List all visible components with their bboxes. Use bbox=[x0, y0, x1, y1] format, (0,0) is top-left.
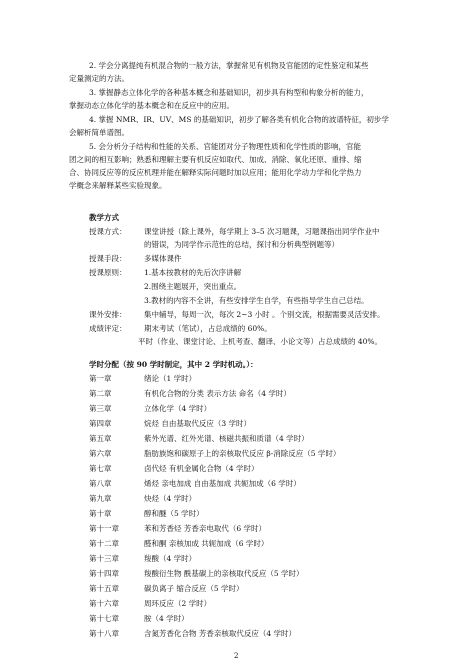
chapter-topic: 脂肪族饱和碳原子上的亲核取代反应 β-消除反应（5 学时） bbox=[144, 449, 341, 458]
chapter-no: 第一章 bbox=[89, 374, 112, 383]
chapter-topic: 醇和醚（5 学时） bbox=[144, 509, 204, 518]
chapter-no: 第四章 bbox=[89, 419, 112, 428]
chapter-topic: 含氮芳香化合物 芳香亲核取代反应（4 学时） bbox=[144, 629, 297, 638]
chapter-no: 第八章 bbox=[89, 479, 112, 488]
teaching-grade-line-2: 平时（作业、课堂讨论、上机考查、翻译、小论文等）占总成绩的 40%。 bbox=[138, 337, 383, 346]
chapter-topic: 碳负离子 缩合反应（5 学时） bbox=[144, 584, 244, 593]
chapter-no: 第十一章 bbox=[89, 524, 119, 533]
chapter-topic: 炔烃（4 学时） bbox=[144, 494, 197, 503]
chapter-no: 第十章 bbox=[89, 509, 112, 518]
teaching-heading: 教学方式 bbox=[89, 213, 119, 222]
chapter-no: 第十二章 bbox=[89, 539, 119, 548]
chapter-no: 第十五章 bbox=[89, 584, 119, 593]
chapter-topic: 羧酸（4 学时） bbox=[144, 554, 197, 563]
chapter-no: 第十六章 bbox=[89, 599, 119, 608]
objective-4-line-2: 会解析简单谱图。 bbox=[69, 128, 129, 137]
chapter-no: 第十七章 bbox=[89, 614, 119, 623]
teaching-grade-label: 成绩评定： bbox=[89, 324, 127, 333]
teaching-tool-label: 授课手段： bbox=[89, 254, 127, 263]
chapter-topic: 烷烃 自由基取代反应（3 学时） bbox=[144, 419, 252, 428]
chapter-no: 第九章 bbox=[89, 494, 112, 503]
chapter-topic: 羧酸衍生物 酰基碳上的亲核取代反应（5 学时） bbox=[144, 569, 304, 578]
chapter-topic: 烯烃 亲电加成 自由基加成 共轭加成（6 学时） bbox=[144, 479, 301, 488]
objective-5-line-1: 5. 会分析分子结构和性能的关系、官能团对分子物理性质和化学性质的影响，官能 bbox=[89, 142, 362, 151]
chapter-topic: 立体化学（4 学时） bbox=[144, 404, 212, 413]
teaching-principle-1: 1.基本按教材的先后次序讲解 bbox=[144, 268, 242, 277]
chapter-topic: 紫外光谱、红外光谱、核磁共振和质谱（4 学时） bbox=[144, 434, 309, 443]
chapter-no: 第七章 bbox=[89, 464, 112, 473]
teaching-form-line-2: 的错误，为同学作示范性的总结，探讨和分析典型例题等） bbox=[144, 240, 339, 249]
teaching-tutor: 集中辅导，每周一次，每次 2~3 小时 。个别交流，根据需要灵活安排。 bbox=[144, 310, 385, 319]
chapter-topic: 醛和酮 亲核加成 共轭加成（6 学时） bbox=[144, 539, 269, 548]
chapter-topic: 卤代烃 有机金属化合物（4 学时） bbox=[144, 464, 259, 473]
teaching-form-line-1: 课堂讲授（除上课外，每学期上 3–5 次习题课，习题课指出同学作业中 bbox=[144, 227, 380, 236]
objective-2-line-2: 定量测定的方法。 bbox=[69, 74, 129, 83]
chapter-topic: 胺（4 学时） bbox=[144, 614, 189, 623]
teaching-form-label: 授课方式： bbox=[89, 227, 127, 236]
page-number: 2 bbox=[234, 652, 239, 660]
teaching-principle-3: 3.教材的内容不全讲，有些安排学生自学，有些指导学生自己总结。 bbox=[144, 296, 369, 305]
chapter-topic: 苯和芳香烃 芳香亲电取代（6 学时） bbox=[144, 524, 267, 533]
chapter-no: 第六章 bbox=[89, 449, 112, 458]
chapter-no: 第二章 bbox=[89, 389, 112, 398]
chapter-no: 第十八章 bbox=[89, 629, 119, 638]
objective-4-line-1: 4. 掌握 NMR、IR、UV、MS 的基础知识，初步了解各类有机化合物的波谱特征，初步学 bbox=[89, 115, 389, 124]
teaching-principle-2: 2.围绕主题展开，突出重点。 bbox=[144, 282, 242, 291]
chapter-topic: 周环反应（2 学时） bbox=[144, 599, 212, 608]
teaching-grade-line-1: 期末考试（笔试），占总成绩的 60%。 bbox=[144, 324, 272, 333]
chapter-no: 第十三章 bbox=[89, 554, 119, 563]
teaching-principle-label: 授课原则： bbox=[89, 268, 127, 277]
teaching-tool: 多媒体课件 bbox=[144, 254, 182, 263]
hours-heading: 学时分配（按 90 学时制定，其中 2 学时机动。）： bbox=[89, 360, 258, 369]
chapter-topic: 有机化合物的分类 表示方法 命名（4 学时） bbox=[144, 389, 291, 398]
chapter-no: 第三章 bbox=[89, 404, 112, 413]
objective-5-line-3: 合、协同反应等的反应机理并能在解释实际问题时加以应用；能用化学动力学和化学热力 bbox=[69, 168, 362, 177]
chapter-no: 第五章 bbox=[89, 434, 112, 443]
teaching-tutor-label: 课外安排： bbox=[89, 310, 127, 319]
objective-5-line-2: 团之间的相互影响；熟悉和理解主要有机反应如取代、加成、消除、氧化还原、重排、缩 bbox=[69, 155, 362, 164]
objective-3-line-1: 3. 掌握静态立体化学的各种基本概念和基础知识，初步具有构型和构象分析的能力， bbox=[89, 88, 369, 97]
chapter-topic: 绪论（1 学时） bbox=[144, 374, 197, 383]
objective-2-line-1: 2. 学会分离提纯有机混合物的一般方法，掌握常见有机物及官能团的定性鉴定和某些 bbox=[89, 61, 369, 70]
objective-5-line-4: 学概念来解释某些实验现象。 bbox=[69, 181, 167, 190]
chapter-no: 第十四章 bbox=[89, 569, 119, 578]
objective-3-line-2: 掌握动态立体化学的基本概念和在反应中的应用。 bbox=[69, 101, 234, 110]
